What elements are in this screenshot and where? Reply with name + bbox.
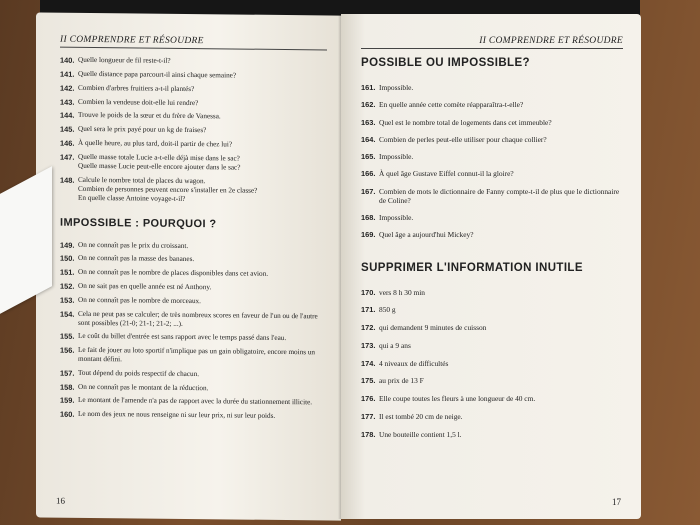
list-item: [60, 368, 327, 380]
right-items-possible: [361, 83, 623, 240]
item-text: Quel sera le prix payé pour un kg de fraises?: [78, 125, 207, 135]
item-number: 174.: [361, 358, 376, 368]
item-text: Quel est le nombre total de logements dans cet immeuble?: [379, 117, 552, 127]
item-text: On ne sait pas en quelle année est né Anthony.: [78, 281, 212, 292]
item-text: qui demandent 9 minutes de cuisson: [379, 323, 487, 332]
list-item: [361, 100, 623, 109]
item-text: Il est tombé 20 cm de neige.: [379, 411, 463, 421]
list-item: [60, 125, 327, 137]
item-text: au prix de 13 F: [379, 376, 424, 386]
right-page: [341, 14, 641, 519]
item-text: Le coût du billet d'entrée est sans rapport avec le temps passé dans l'eau.: [78, 332, 287, 343]
item-text: Combien de mots le dictionnaire de Fanny compte-t-il de plus que le dictionnaire de Coline?: [379, 186, 620, 205]
item-number: 154.: [60, 309, 75, 319]
item-number: 178.: [361, 429, 376, 439]
list-item: [60, 296, 327, 308]
page-number-left: 16: [56, 495, 65, 506]
list-item: [361, 118, 623, 127]
list-item: [361, 288, 623, 297]
item-text: On ne connaît pas le nombre de morceaux.: [78, 295, 201, 306]
item-number: 144.: [60, 111, 75, 121]
item-text: Le montant de l'amende n'a pas de rapport avec la durée du stationnement illicite.: [78, 396, 313, 407]
item-number: 176.: [361, 394, 376, 403]
item-text: Impossible.: [379, 213, 414, 222]
item-number: 160.: [60, 409, 75, 420]
list-item: [60, 254, 327, 266]
page-number-right: 17: [612, 497, 621, 507]
list-item: [361, 135, 623, 144]
list-item: [361, 152, 623, 161]
item-number: 152.: [60, 281, 75, 291]
item-text: Tout dépend du poids respectif de chacun.: [78, 368, 200, 378]
item-number: 170.: [361, 287, 376, 297]
item-text: Combien la vendeuse doit-elle lui rendre?: [78, 97, 199, 107]
item-number: 167.: [361, 186, 376, 196]
list-item: [361, 305, 623, 314]
section-title-impossible: IMPOSSIBLE : POURQUOI ?: [60, 216, 217, 230]
item-number: 157.: [60, 368, 75, 378]
item-number: 150.: [60, 253, 75, 264]
list-item: [361, 83, 623, 92]
item-text: Combien d'arbres fruitiers a-t-il plantés?: [78, 83, 195, 93]
item-text: On ne connaît pas le prix du croissant.: [78, 240, 189, 250]
item-text: Quelle longueur de fil reste-t-il?: [78, 55, 171, 65]
item-text: Quelle masse totale Lucie a-t-elle déjà mise dans le sac? Quelle masse Lucie peut-elle encore ajouter dans le sac?: [78, 152, 241, 172]
item-text: vers 8 h 30 min: [379, 287, 425, 297]
item-number: 153.: [60, 295, 75, 305]
item-text: On ne connaît pas la masse des bananes.: [78, 254, 195, 264]
item-text: En quelle année cette comète réapparaîtra-t-elle?: [379, 100, 524, 110]
item-text: Impossible.: [379, 83, 414, 92]
item-text: Impossible.: [379, 152, 414, 161]
item-text: Trouve le poids de la sœur et du frère de Vanessa.: [78, 111, 221, 121]
item-number: 177.: [361, 411, 376, 421]
item-number: 173.: [361, 340, 376, 350]
list-item: [361, 213, 623, 222]
item-number: 171.: [361, 305, 376, 315]
item-text: qui a 9 ans: [379, 340, 411, 350]
item-number: 163.: [361, 117, 376, 127]
item-text: Calcule le nombre total de places du wagon. Combien de personnes peuvent encore s'installer en 2e classe? En quelle classe Antoine voyage-t-il?: [78, 175, 258, 203]
list-item: [60, 56, 327, 68]
list-item: [361, 187, 623, 206]
item-number: 161.: [361, 83, 376, 92]
list-item: [60, 332, 327, 344]
list-item: [361, 430, 623, 439]
list-item: [60, 83, 327, 95]
item-text: On ne connaît pas le nombre de places disponibles dans cet avion.: [78, 268, 269, 279]
list-item: [60, 268, 327, 280]
item-number: 149.: [60, 240, 75, 250]
item-number: 156.: [60, 345, 75, 355]
list-item: [361, 394, 623, 403]
list-item: [60, 175, 327, 205]
list-item: [361, 412, 623, 421]
item-text: À quel âge Gustave Eiffel connut-il la gloire?: [379, 169, 514, 179]
list-item: [60, 410, 327, 422]
item-text: 4 niveaux de difficultés: [379, 358, 449, 368]
right-items-supprimer: [361, 288, 623, 439]
item-number: 175.: [361, 376, 376, 386]
list-item: [60, 282, 327, 294]
item-number: 159.: [60, 396, 75, 406]
right-block-supprimer: [361, 262, 623, 439]
item-number: 162.: [361, 100, 376, 110]
item-number: 158.: [60, 382, 75, 392]
item-number: 165.: [361, 152, 376, 161]
list-item: [361, 230, 623, 239]
list-item: [60, 153, 327, 174]
list-item: [361, 169, 623, 178]
section-title-possible: POSSIBLE OU IMPOSSIBLE?: [361, 57, 530, 69]
list-item: [361, 376, 623, 385]
item-number: 147.: [60, 152, 75, 162]
section-title-supprimer: SUPPRIMER L'INFORMATION INUTILE: [361, 261, 583, 274]
left-items-top: [60, 56, 327, 205]
item-text: On ne connaît pas le montant de la réduction.: [78, 382, 209, 392]
item-text: Cela ne peut pas se calculer; de très nombreux scores en faveur de l'un ou de l'autre sont possibles (21-0; 21-1; 21-2; ...).: [78, 309, 318, 328]
item-number: 141.: [60, 69, 75, 79]
list-item: [361, 323, 623, 332]
item-number: 169.: [361, 230, 376, 240]
item-number: 146.: [60, 138, 75, 148]
item-text: À quelle heure, au plus tard, doit-il partir de chez lui?: [78, 138, 233, 149]
list-item: [60, 69, 327, 81]
list-item: [60, 309, 327, 330]
item-number: 145.: [60, 124, 75, 135]
item-text: 850 g: [379, 305, 396, 315]
item-text: Quel âge a aujourd'hui Mickey?: [379, 230, 474, 240]
list-item: [60, 97, 327, 109]
item-number: 155.: [60, 331, 75, 342]
open-book: [20, 14, 640, 519]
item-text: Le nom des jeux ne nous renseigne ni sur leur prix, ni sur leur poids.: [78, 410, 276, 421]
list-item: [361, 359, 623, 368]
item-number: 168.: [361, 213, 376, 222]
right-page-header: II COMPRENDRE ET RÉSOUDRE: [361, 36, 623, 49]
item-text: Quelle distance papa parcourt-il ainsi chaque semaine?: [78, 69, 237, 80]
item-number: 172.: [361, 323, 376, 332]
item-text: Combien de perles peut-elle utiliser pour chaque collier?: [379, 134, 547, 144]
item-number: 164.: [361, 134, 376, 144]
list-item: [60, 396, 327, 408]
item-number: 166.: [361, 169, 376, 179]
item-number: 143.: [60, 97, 75, 107]
list-item: [60, 111, 327, 123]
item-text: Elle coupe toutes les fleurs à une longueur de 40 cm.: [379, 394, 536, 403]
list-item: [60, 240, 327, 252]
item-text: Une bouteille contient 1,5 l.: [379, 429, 462, 439]
item-number: 148.: [60, 175, 75, 185]
left-page-header: II COMPRENDRE ET RÉSOUDRE: [60, 35, 327, 51]
list-item: [60, 346, 327, 367]
list-item: [60, 382, 327, 394]
left-page: [36, 12, 341, 520]
list-item: [60, 139, 327, 151]
left-items-bottom: [60, 240, 327, 422]
list-item: [361, 341, 623, 350]
item-number: 151.: [60, 267, 75, 277]
item-number: 140.: [60, 55, 75, 65]
item-text: Le fait de jouer au loto sportif n'implique pas un gain obligatoire, encore moins un montant défini.: [78, 345, 316, 364]
item-number: 142.: [60, 83, 75, 93]
